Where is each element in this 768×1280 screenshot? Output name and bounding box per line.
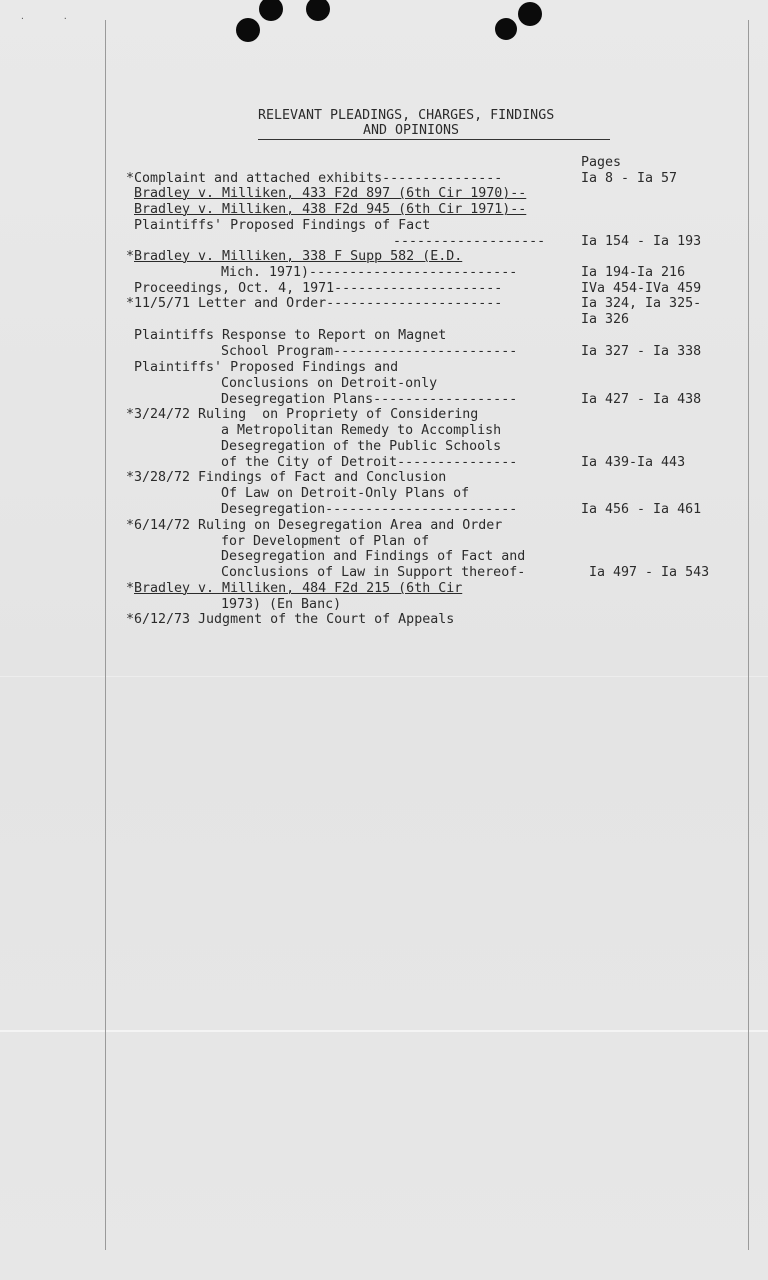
entry-pages: Ia 324, Ia 325- xyxy=(581,296,702,311)
entry-mark: * xyxy=(126,249,135,264)
entry-text: a Metropolitan Remedy to Accomplish xyxy=(221,423,502,438)
entry-text: Plaintiffs Response to Report on Magnet xyxy=(134,328,447,343)
entry-text: Conclusions on Detroit-only xyxy=(221,376,438,391)
entry-text: Plaintiffs' Proposed Findings of Fact xyxy=(134,218,431,233)
pages-column-header: Pages xyxy=(581,155,622,170)
entry-text: Desegregation and Findings of Fact and xyxy=(221,549,526,564)
entry-text: 6/14/72 Ruling on Desegregation Area and Order xyxy=(134,518,503,533)
entry-pages: Ia 194-Ia 216 xyxy=(581,265,686,280)
entry-pages: Ia 8 - Ia 57 xyxy=(581,171,678,186)
entry-text: Conclusions of Law in Support thereof- xyxy=(221,565,526,580)
entry-text: Bradley v. Milliken, 484 F2d 215 (6th Cir xyxy=(134,581,463,596)
entry-text: 6/12/73 Judgment of the Court of Appeals xyxy=(134,612,455,627)
entry-text: for Development of Plan of xyxy=(221,534,430,549)
entry-text: Bradley v. Milliken, 338 F Supp 582 (E.D. xyxy=(134,249,463,264)
entry-text: 1973) (En Banc) xyxy=(221,597,342,612)
entry-pages: Ia 326 xyxy=(581,312,630,327)
entry-text: Mich. 1971)-------------------------- xyxy=(221,265,518,280)
title-underline xyxy=(258,139,610,140)
entry-pages: Ia 327 - Ia 338 xyxy=(581,344,702,359)
entry-mark: * xyxy=(126,470,135,485)
entry-text: Of Law on Detroit-Only Plans of xyxy=(221,486,470,501)
entry-text: ------------------- xyxy=(393,234,546,249)
entry-text: Desegregation of the Public Schools xyxy=(221,439,502,454)
entry-mark: * xyxy=(126,296,135,311)
entry-text: Complaint and attached exhibits--------------- xyxy=(134,171,503,186)
entry-mark: * xyxy=(126,407,135,422)
document-title-line2: AND OPINIONS xyxy=(363,123,460,138)
entry-text: Proceedings, Oct. 4, 1971--------------------- xyxy=(134,281,503,296)
entry-text: School Program----------------------- xyxy=(221,344,518,359)
document-title: RELEVANT PLEADINGS, CHARGES, FINDINGS xyxy=(258,108,555,123)
paper-specks: ·· xyxy=(20,14,106,23)
entry-pages: Ia 154 - Ia 193 xyxy=(581,234,702,249)
entry-pages: Ia 427 - Ia 438 xyxy=(581,392,702,407)
entry-text: Bradley v. Milliken, 438 F2d 945 (6th Cir 1971)-- xyxy=(134,202,527,217)
entry-pages: Ia 456 - Ia 461 xyxy=(581,502,702,517)
entry-text: Plaintiffs' Proposed Findings and xyxy=(134,360,399,375)
entry-text: 3/24/72 Ruling on Propriety of Considering xyxy=(134,407,479,422)
entry-mark: * xyxy=(126,171,135,186)
entry-pages: IVa 454-IVa 459 xyxy=(581,281,702,296)
entry-text: Desegregation------------------------ xyxy=(221,502,518,517)
entry-text: 3/28/72 Findings of Fact and Conclusion xyxy=(134,470,447,485)
entry-mark: * xyxy=(126,518,135,533)
entry-text: Bradley v. Milliken, 433 F2d 897 (6th Cir 1970)-- xyxy=(134,186,527,201)
entry-pages: Ia 497 - Ia 543 xyxy=(589,565,710,580)
entry-mark: * xyxy=(126,581,135,596)
entry-mark: * xyxy=(126,612,135,627)
entry-text: of the City of Detroit--------------- xyxy=(221,455,518,470)
entry-text: Desegregation Plans------------------ xyxy=(221,392,518,407)
entry-pages: Ia 439-Ia 443 xyxy=(581,455,686,470)
entry-text: 11/5/71 Letter and Order---------------------- xyxy=(134,296,503,311)
